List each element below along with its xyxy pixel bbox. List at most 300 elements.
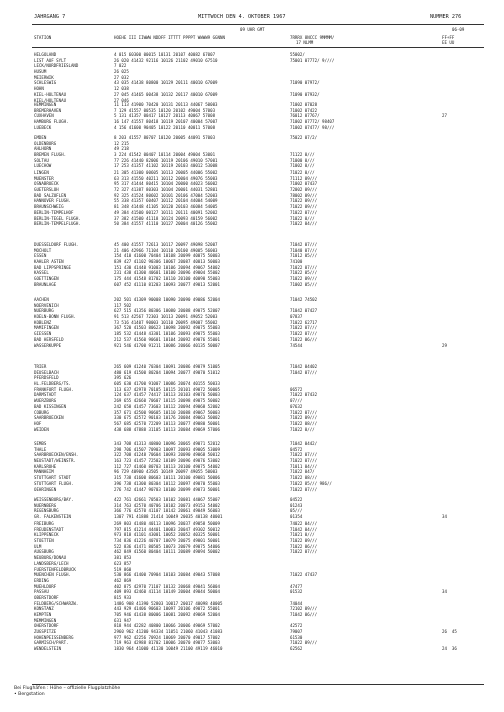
observation-code: 422 761 42661 70503 10102 20081 44067 55007 — [114, 497, 220, 502]
extra-code: 71022 09/// — [290, 538, 318, 544]
observation-code: 631 947 — [114, 617, 132, 623]
extra-code: 71022 62717 — [290, 319, 318, 325]
observation-code: 92 325 41524 80602 10101 20106 47004 52003 — [114, 192, 218, 198]
station-group — [34, 297, 486, 348]
observation-code: 11 113 41900 70420 10131 20113 44067 50003 — [114, 102, 218, 107]
station-name: BREMERHAVEN — [34, 107, 62, 113]
extra-code: 71022 09/// — [290, 640, 318, 646]
volume-label: JAHRGANG 7 — [34, 14, 66, 20]
footnote-mountain: • Bergstation — [14, 692, 45, 697]
station-name: PFERDSFELD — [34, 375, 59, 381]
station-name: SOLTAU — [34, 157, 49, 163]
observation-code: 77 226 41440 82006 10119 20106 49010 57001 — [114, 157, 218, 163]
observation-code: 567 685 42570 72209 10113 20077 49080 50001 — [114, 420, 220, 426]
extra-code: 71022 08/// — [290, 475, 318, 481]
station-name: NUERNBERG — [34, 502, 57, 508]
observation-code: 818 944 42282 40800 10066 20006 49069 57002 — [114, 623, 220, 629]
station-name: THALE — [34, 446, 47, 452]
extra-code: 62562 — [290, 646, 303, 652]
extra-code: 71022 07/// — [290, 264, 318, 270]
station-name: GIESSEN — [34, 331, 52, 337]
observation-code: 921 546 41700 91211 10086 20066 40135 50007 — [114, 342, 220, 348]
station-name: KAHLER ASTEN — [34, 259, 64, 265]
station-name: HELGOLAND — [34, 52, 57, 57]
extra-code: 74044 — [290, 600, 303, 606]
extra-code: 71090 07932/ — [290, 91, 320, 97]
station-name: LANDSBERG/LECH — [34, 560, 69, 566]
extra-code: 55002/ — [290, 52, 305, 57]
station-name: OEHRINGEN — [34, 486, 57, 492]
station-name: BERLIN-TEMPELHOF — [34, 209, 74, 215]
observation-code: 438 688 47888 31105 10113 20084 49069 57006 — [114, 426, 220, 432]
station-name: REGENSBURG — [34, 508, 59, 514]
station-name: GARMISCH/PART. — [34, 640, 69, 646]
extra-code: 47477 — [290, 583, 303, 589]
time-line: 09 UHR GMT — [240, 27, 265, 32]
station-name: KIEL/HOLTENAU — [34, 97, 67, 103]
station-name: KEMPTEN — [34, 612, 52, 617]
extra-code: 71022 85/// 986// — [290, 480, 332, 486]
extra-code: 71012 05/// — [290, 253, 318, 259]
observation-code: 112 727 41460 80703 10113 20100 49075 54002 — [114, 463, 220, 469]
observation-code: 480 619 41500 80204 10094 20077 49070 51012 — [114, 369, 220, 375]
extra-code: 71042 06/// — [290, 612, 318, 617]
observation-code: 605 630 41700 91007 10086 20074 40155 50033 — [114, 381, 220, 387]
observation-code: 366 776 42570 41107 10142 20061 49049 56003 — [114, 508, 220, 514]
station-name: LIST AUF SYLT — [34, 57, 67, 63]
extra-code: 42572 — [290, 623, 303, 629]
station-name: GUETERSLOH — [34, 187, 59, 193]
observation-code: 839 427 41102 90306 10067 20087 40013 50003 — [114, 259, 220, 265]
observation-code: 462 869 — [114, 577, 132, 583]
extra-code: 71022 07/// — [290, 209, 318, 215]
observation-code: 409 893 42460 41114 10149 20004 49044 50004 — [114, 589, 220, 595]
station-name: HL.FELDBERG/TS. — [34, 381, 71, 387]
observation-code: 7 129 41557 00535 10120 20102 49004 57003 — [114, 107, 216, 113]
station-name: AACHEN — [34, 297, 49, 302]
observation-code: 27 046 — [114, 97, 129, 103]
station-name: PASSAU — [34, 589, 49, 595]
header-rule — [32, 24, 484, 25]
observation-code: 81 348 41448 41105 10120 20103 46084 54005 — [114, 204, 218, 210]
extra-code: 75001 07772/ 9//// — [290, 57, 335, 63]
extra-code: 71011 04/// — [290, 463, 318, 469]
station-name: MOCHOLT — [34, 247, 52, 253]
station-name: WASSERKUPPE — [34, 342, 62, 348]
extra-code: 74544 — [290, 342, 303, 348]
station-name: WENDELSTEIN — [34, 646, 62, 652]
station-name: FRANKFURT FLUGH. — [34, 386, 74, 392]
note-code: 26 45 — [442, 629, 457, 635]
extra-code: 71022 047/ — [290, 469, 315, 475]
extra-code: 71042 07/// — [290, 242, 318, 247]
observation-code: 55 338 41357 60407 10112 20104 44004 54009 — [114, 198, 218, 204]
observation-code: 298 706 41507 70903 10097 20093 49005 53009 — [114, 446, 220, 452]
station-header: STATION — [34, 35, 52, 40]
station-name: HUSUM — [34, 69, 47, 75]
extra-code: 71042 04402 — [290, 364, 318, 369]
station-name: HOHENPEISSENBERG — [34, 634, 74, 640]
observation-code: 21 406 42966 71104 10110 20100 49005 56003 — [114, 247, 218, 253]
extra-code: 72002 09/// — [290, 187, 318, 193]
extra-code: 71090 07972/ — [290, 80, 320, 86]
observation-code: 269 655 42660 70607 10115 20098 49075 50002 — [114, 398, 220, 404]
station-name: AHLHORN — [34, 146, 52, 152]
extra-code: 71022 06/// — [290, 336, 318, 342]
extra-code: 71022 09/// — [290, 198, 318, 204]
observation-code: 973 818 41101 43001 10052 20052 40325 50001 — [114, 532, 220, 538]
extra-code: 79007 — [290, 629, 303, 635]
station-name: KLIPPENECK — [34, 532, 59, 538]
station-name: SCHLESWIG — [34, 80, 57, 86]
notes-header: FF+FF — [442, 35, 455, 40]
extra-code: 07837 — [290, 314, 303, 320]
observation-code: 315 738 41600 80603 10111 20100 49081 50006 — [114, 475, 220, 481]
observation-code: 462 849 41560 80404 10111 20089 49094 50002 — [114, 549, 220, 555]
station-row — [34, 487, 486, 493]
station-name: BREMEN FLUGH. — [34, 152, 67, 158]
station-name: NEUBURG/DONAU — [34, 555, 67, 561]
station-name: KONSTANZ — [34, 606, 54, 612]
observation-code: 815 933 — [114, 594, 132, 600]
station-name: KOBLENZ — [34, 319, 52, 325]
extra-code: 71002 07028 — [290, 102, 318, 107]
station-name: WEISSENBURG/BAY. — [34, 497, 74, 502]
extra-code: 72102 09/// — [290, 606, 318, 612]
observation-code: 91 513 42567 72303 10113 20091 49052 52003 — [114, 314, 218, 320]
extra-code: 71002 07437 — [290, 181, 318, 187]
extra-code: 75022 07/2/ — [290, 135, 318, 140]
station-name: OSNABRUECK — [34, 181, 59, 187]
station-name: KOELN-BONN FLUGH. — [34, 314, 76, 320]
station-row — [34, 221, 486, 227]
notes-header-2: EE UU — [442, 40, 455, 45]
extra-code: 71042 04/// — [290, 526, 318, 532]
extra-code: 04522 — [290, 497, 303, 502]
station-name: HANNOVER FLUGH. — [34, 198, 71, 204]
observation-code: 381 853 — [114, 555, 132, 561]
observation-code: 2960 962 41200 94334 11051 21060 41043 41083 — [114, 629, 223, 635]
extra-code: 74100 — [290, 259, 303, 265]
station-group — [34, 102, 486, 130]
extra-code: 71002 07772/ 98407 — [290, 119, 335, 125]
observation-code: 705 946 41438 80006 10081 20092 49069 52004 — [114, 612, 220, 617]
observation-code: 357 671 42500 90605 10110 20088 49067 50003 — [114, 409, 220, 415]
extra-code: 76012 07767/ — [290, 113, 320, 119]
station-row — [34, 282, 486, 288]
extra-code: 71002 07477/ 98/// — [290, 124, 335, 130]
obs-header: HOEHE III IIWWW NDDFF ITTTT PPPPT WWWW9 GGNNN — [114, 35, 225, 40]
extra-header-2: 17 NLMM — [296, 40, 314, 45]
extra-code: 01532 — [290, 589, 303, 595]
observation-code: 202 501 41309 90008 10090 20090 49086 52004 — [114, 297, 220, 302]
extra-code: 71022 04/// — [290, 221, 318, 227]
extra-code: 71112 09/// — [290, 175, 318, 181]
extra-code: 71042 07427 — [290, 308, 318, 314]
observation-code: 72 327 41387 80303 10104 20001 44031 52801 — [114, 187, 218, 193]
station-name: MAMIFINGEN — [34, 325, 59, 331]
observation-code: 330 675 42572 90103 10176 20084 49063 50002 — [114, 415, 220, 421]
station-name: BAD HERSFELD — [34, 336, 64, 342]
station-name: MEMMINGEN — [34, 617, 57, 623]
note-code: 27 — [442, 113, 447, 119]
station-row — [34, 125, 486, 131]
station-name: STUTTGART STADT — [34, 475, 71, 481]
extra-code: 71042 0442/ — [290, 441, 318, 446]
observation-code: 231 438 41300 40601 10100 20096 49004 55002 — [114, 270, 220, 276]
station-name: DUESSELDORF FLUGH. — [34, 242, 79, 247]
observation-code: 27 032 — [114, 74, 129, 80]
extra-code: 71022 07/// — [290, 458, 318, 464]
column-rule — [32, 47, 484, 48]
observation-code: 49 218 — [114, 146, 129, 152]
extra-code: 71022 09/// — [290, 204, 318, 210]
station-name: LUECHOW — [34, 163, 52, 169]
observation-code: 26 020 41432 92116 10126 21102 49010 67510 — [114, 57, 218, 63]
issue-number: NUMMER 276 — [430, 14, 462, 20]
station-name: KIEL-HOLTENAU — [34, 91, 67, 97]
observation-code: 322 708 41248 70604 10093 20090 49068 50012 — [114, 452, 220, 458]
observation-code: 314 763 42570 40706 10102 20073 49153 54002 — [114, 502, 220, 508]
extra-code: 71022 07/// — [290, 549, 318, 555]
observation-code: 343 708 41313 40800 10096 20065 49071 52012 — [114, 441, 220, 446]
station-name: KASSEL — [34, 270, 49, 276]
station-name: HOF — [34, 420, 42, 426]
station-row — [34, 427, 486, 433]
observation-code: 242 658 41457 73603 10112 20094 49068 52002 — [114, 403, 220, 409]
time-right: 06-09 — [452, 27, 465, 32]
observation-code: 395 626 — [114, 375, 132, 381]
extra-code: 71022 0/// — [290, 426, 315, 432]
station-name: FREIBURG — [34, 521, 54, 526]
station-name: FELDBERG/SCHWARZW. — [34, 600, 79, 606]
extra-code: 07/// — [290, 398, 303, 404]
station-group — [34, 135, 486, 169]
observation-code: 4 156 41600 90405 10122 20110 40011 57008 — [114, 124, 216, 130]
station-name: BERLIN-TEGEL FLUGH. — [34, 215, 81, 221]
extra-code: 71022 47437 — [290, 572, 318, 578]
observation-code: 977 962 42256 70924 10069 20070 49017 57002 — [114, 634, 220, 640]
station-name: HEMMINGEN — [34, 102, 57, 107]
observation-code: 734 836 41226 40707 10079 20075 49001 50001 — [114, 538, 220, 544]
station-name: MUEHLDORF — [34, 583, 57, 589]
observation-code: 124 637 41457 74417 10113 20103 49076 50003 — [114, 392, 220, 398]
observation-code: 49 384 41500 00127 10111 20111 40091 52002 — [114, 209, 218, 215]
station-group — [34, 441, 486, 492]
extra-code: 01243 — [290, 502, 303, 508]
station-name: GOETTINGEN — [34, 276, 59, 282]
station-name: MUENCHEN FLUGH. — [34, 572, 71, 578]
extra-code: 71022 09/// — [290, 415, 318, 421]
station-row — [34, 646, 486, 652]
extra-code: 71022 07/// — [290, 452, 318, 458]
extra-code: 71022 07/// — [290, 486, 318, 492]
station-name: ERDING — [34, 577, 49, 583]
station-name: ULM — [34, 543, 42, 549]
station-name: SAARBRUECKEN/ENSH. — [34, 452, 79, 458]
observation-code: 276 742 41447 90703 10100 20099 49073 50001 — [114, 486, 220, 492]
extra-code: 71021 0/// — [290, 532, 315, 538]
observation-code: 63 313 41550 40211 10112 20004 49076 55003 — [114, 175, 218, 181]
station-group — [34, 52, 486, 103]
station-name: LUEBECK — [34, 124, 52, 130]
observation-code: 175 444 41548 81702 10110 20100 40090 55003 — [114, 276, 220, 282]
extra-code: 71022 05/// — [290, 270, 318, 276]
observation-code: 402 875 42970 71107 10132 20068 49041 56004 — [114, 583, 220, 589]
extra-code: 71002 07422 — [290, 107, 318, 113]
extra-code: 71022 06/// — [290, 543, 318, 549]
station-group — [34, 497, 486, 520]
station-name: FUERSTENFELDBRUCK — [34, 566, 76, 572]
note-code: 24 36 — [442, 646, 457, 652]
station-name: DEUSELBACH — [34, 369, 59, 375]
observation-code: 443 929 41406 90603 10097 20106 49072 55001 — [114, 606, 220, 612]
extra-code: 71002 05/// — [290, 281, 318, 287]
station-name: BRAUNSCHWEIG — [34, 204, 64, 210]
observation-code: 1486 908 41390 52803 10017 20017 40098 40005 — [114, 600, 223, 606]
observation-code: 719 963 42988 81702 10006 20070 49077 53003 — [114, 640, 220, 646]
station-name: STUTTGART FLUGH. — [34, 480, 74, 486]
observation-code: 154 410 41600 70404 10108 20099 40075 50003 — [114, 253, 220, 259]
station-row — [34, 163, 486, 169]
extra-code: 71122 0/// — [290, 152, 315, 158]
observation-code: 16 147 41557 80418 10119 20107 40004 57007 — [114, 119, 218, 125]
station-name: OLDENBURG — [34, 140, 57, 146]
observation-code: 530 866 41400 70904 10103 20084 49043 57008 — [114, 572, 220, 578]
station-name: ESSEN — [34, 253, 47, 259]
extra-code: 74022 04/// — [290, 521, 318, 526]
station-name: MANNHEIM — [34, 469, 54, 475]
date-label: MITTWOCH DEN 4. OKTOBER 1967 — [198, 14, 286, 20]
station-name: NEUSTADT/WEINSTR. — [34, 458, 76, 464]
observation-code: 1307 791 41888 21414 10049 20035 40138 40001 — [114, 514, 223, 520]
observation-code: 12 215 — [114, 140, 129, 146]
observation-code: 623 857 — [114, 560, 132, 566]
extra-code: 04572 — [290, 446, 303, 452]
footer-rule — [32, 684, 484, 685]
observation-code: 96 729 40900 43505 10149 20097 49055 50003 — [114, 469, 218, 475]
extra-code: 71022 07/// — [290, 331, 318, 337]
station-group — [34, 242, 486, 288]
observation-code: 117 502 — [114, 302, 132, 308]
observation-code: 8 203 41557 80707 10120 20005 44091 57003 — [114, 135, 216, 140]
observation-code: 519 860 — [114, 566, 132, 572]
observation-code: 163 723 41457 72502 10109 20096 49076 53002 — [114, 458, 220, 464]
station-name: BAD SALZUFLEN — [34, 192, 67, 198]
station-name: CUXHAVEN — [34, 113, 54, 119]
station-row — [34, 514, 486, 520]
observation-code: 5 131 41357 00417 10127 20113 40067 57008 — [114, 113, 216, 119]
observation-code: 269 803 41480 40113 10096 20037 49058 50009 — [114, 521, 220, 526]
station-group — [34, 364, 486, 432]
station-name: SAARBRUECKEN — [34, 415, 64, 421]
observation-code: 522 836 41471 80505 10073 20079 49075 54006 — [114, 543, 220, 549]
station-name: AUGSBURG — [34, 549, 54, 555]
extra-code: 71040 07/// — [290, 247, 318, 253]
observation-code: 45 400 41557 72613 10117 20097 49098 52007 — [114, 242, 218, 247]
extra-code: 05/// — [290, 508, 303, 514]
extra-code: 71022 08/// — [290, 420, 318, 426]
observation-code: 797 815 41214 44401 10083 20047 49302 50012 — [114, 526, 220, 532]
station-name: MUENSTER — [34, 175, 54, 181]
observation-code: 17 253 41357 41102 10119 20103 40012 53008 — [114, 163, 218, 169]
extra-code: 71042 07/// — [290, 369, 318, 375]
extra-code: 71022 07432 — [290, 392, 318, 398]
station-name: NOERVENICH — [34, 302, 59, 308]
observation-code: 396 738 41300 80304 10112 20097 49070 55003 — [114, 480, 220, 486]
station-name: SEMBS — [34, 441, 47, 446]
station-name: LINGEN — [34, 170, 49, 175]
observation-code: 27 045 41465 00438 10132 20117 40010 67009 — [114, 91, 218, 97]
station-name: EMDEN — [34, 135, 47, 140]
station-name: HAMBURG FLUGH. — [34, 119, 69, 125]
station-name: OHERSTDORF — [34, 623, 59, 629]
note-code: 34 — [442, 514, 447, 520]
station-group — [34, 521, 486, 652]
station-name: MEIERWIK — [34, 74, 54, 80]
extra-code: 07632 — [290, 403, 303, 409]
extra-header: 7RRRX 8NCCC 9MMMM/ — [290, 35, 335, 40]
station-name: BRAUNLAGE — [34, 281, 57, 287]
station-group — [34, 170, 486, 227]
extra-code: 71042 74502 — [290, 297, 318, 302]
extra-code: 71022 0/// — [290, 170, 315, 175]
observation-code: 12 038 — [114, 86, 129, 92]
observation-code: 26 025 — [114, 69, 129, 75]
observation-code: 7 022 — [114, 63, 127, 69]
observation-code: 21 305 41300 00605 10113 20005 44006 55002 — [114, 170, 218, 175]
observation-code: 43 035 41438 80800 10129 20111 40010 67009 — [114, 80, 218, 86]
observation-code: 627 515 41356 80306 10080 20088 49075 52007 — [114, 308, 220, 314]
station-name: GR. FALKENSTEIN — [34, 514, 71, 520]
extra-code: 71022 07/// — [290, 325, 318, 331]
observation-code: 50 384 41557 41110 10127 20004 40126 55002 — [114, 221, 218, 227]
extra-code: 71022 07/// — [290, 409, 318, 415]
station-name: KARLSRUHE — [34, 463, 57, 469]
observation-code: 151 430 41440 91003 10106 20094 49067 54002 — [114, 264, 220, 270]
station-name: BERLIN-TEMPELFLUGH. — [34, 221, 81, 227]
observation-code: 1830 964 41000 41130 10049 21100 49119 46010 — [114, 646, 223, 652]
extra-code: 61530 — [290, 634, 303, 640]
observation-code: 95 317 41444 80415 10104 20000 44023 56002 — [114, 181, 218, 187]
station-name: WEIDEN — [34, 426, 49, 432]
extra-code: 71022 09/// — [290, 276, 318, 282]
station-name: TRIER — [34, 364, 47, 369]
station-name: BAD LIPPSPRINGE — [34, 264, 71, 270]
observation-code: 212 537 41560 90601 10104 20092 49076 55001 — [114, 336, 220, 342]
station-name: FREUDENSTADT — [34, 526, 64, 532]
station-name: NUERBURG — [34, 308, 54, 314]
station-row — [34, 343, 486, 349]
station-name: BAD KISSINGEN — [34, 403, 67, 409]
note-code: 34 — [442, 589, 447, 595]
observation-code: 3 224 41542 00407 10114 20004 49004 53001 — [114, 152, 216, 158]
observation-code: 73 516 41407 90003 10110 20095 49007 55002 — [114, 319, 218, 325]
observation-code: 37 382 41500 41118 10124 20093 40159 56002 — [114, 215, 218, 221]
extra-code: 78002 09/// — [290, 192, 318, 198]
station-name: LECK/NORDFRIESLAND — [34, 63, 79, 69]
extra-code: 71022 0/// — [290, 215, 315, 221]
extra-code: 71002 0/// — [290, 163, 315, 169]
station-name: ZUGSPITZE — [34, 629, 57, 635]
footnote-airports: Bei Flughäfen : Höhe – offizielle Flugplatzhöhe — [14, 686, 121, 691]
station-name: OBERSTDORF — [34, 594, 59, 600]
observation-code: 367 520 41503 80623 10098 20092 49075 55003 — [114, 325, 220, 331]
observation-code: 185 532 41448 43301 10106 20093 49075 55003 — [114, 331, 220, 337]
observation-code: 113 637 42978 70105 10115 20101 49072 50005 — [114, 386, 220, 392]
station-name: COBURG — [34, 409, 49, 415]
extra-code: 71000 0/// — [290, 157, 315, 163]
